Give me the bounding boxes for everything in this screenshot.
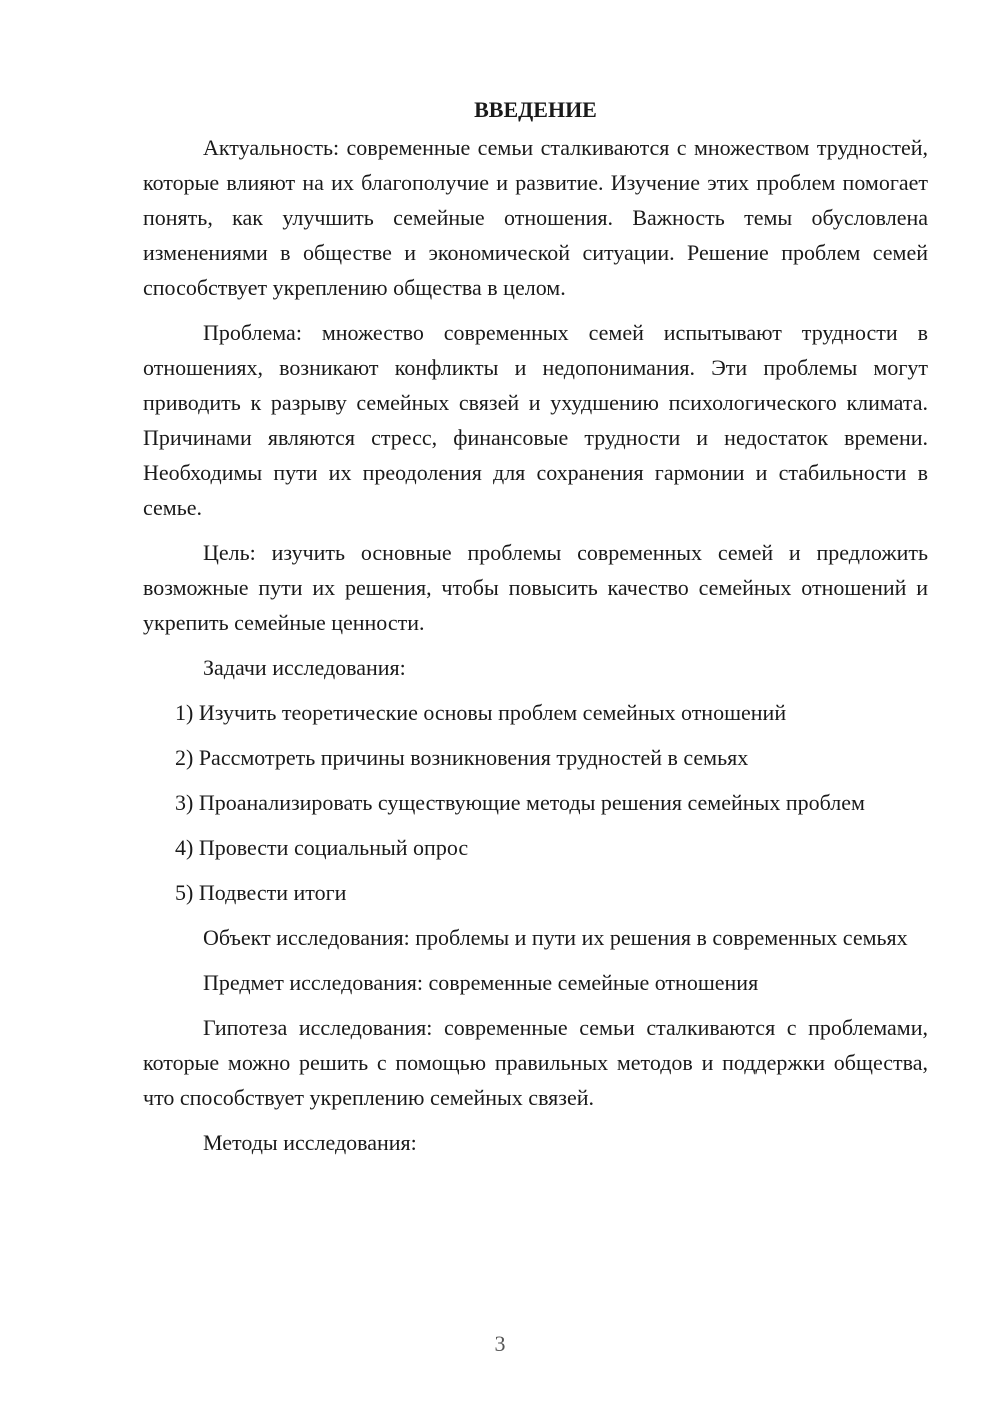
relevance-paragraph: Актуальность: современные семьи сталкиваются с множеством трудностей, которые влияют на их благополучие и развитие. Изучение этих проблем помогает понять, как улучшить семейные отношения. Важность темы обусловлена изменениями в обществе и экономической ситуации. Решение проблем семей способствует укреплению общества в целом.: [143, 135, 928, 300]
task-item-3: 3) Проанализировать существующие методы решения семейных проблем: [175, 790, 865, 815]
page-number: 3: [494, 1331, 506, 1356]
document-page: [143, 92, 928, 1170]
goal-paragraph: Цель: изучить основные проблемы современных семей и предложить возможные пути их решения, чтобы повысить качество семейных отношений и укрепить семейные ценности.: [143, 540, 928, 635]
task-item-2: 2) Рассмотреть причины возникновения трудностей в семьях: [175, 745, 749, 770]
methods-heading: Методы исследования:: [203, 1130, 417, 1155]
task-item-5: 5) Подвести итоги: [175, 880, 347, 905]
tasks-heading: Задачи исследования:: [203, 655, 406, 680]
task-item-1: 1) Изучить теоретические основы проблем семейных отношений: [175, 700, 787, 725]
problem-paragraph: Проблема: множество современных семей испытывают трудности в отношениях, возникают конфликты и недопонимания. Эти проблемы могут приводить к разрыву семейных связей и ухудшению психологического климата. Причинами являются стресс, финансовые трудности и недостаток времени. Необходимы пути их преодоления для сохранения гармонии и стабильности в семье.: [143, 320, 928, 520]
page-title: ВВЕДЕНИЕ: [474, 97, 597, 122]
task-item-4: 4) Провести социальный опрос: [175, 835, 469, 860]
subject-paragraph: Предмет исследования: современные семейные отношения: [203, 970, 759, 995]
object-paragraph: Объект исследования: проблемы и пути их решения в современных семьях: [203, 925, 908, 950]
hypothesis-paragraph: Гипотеза исследования: современные семьи сталкиваются с проблемами, которые можно решить с помощью правильных методов и поддержки общества, что способствует укреплению семейных связей.: [143, 1015, 928, 1110]
